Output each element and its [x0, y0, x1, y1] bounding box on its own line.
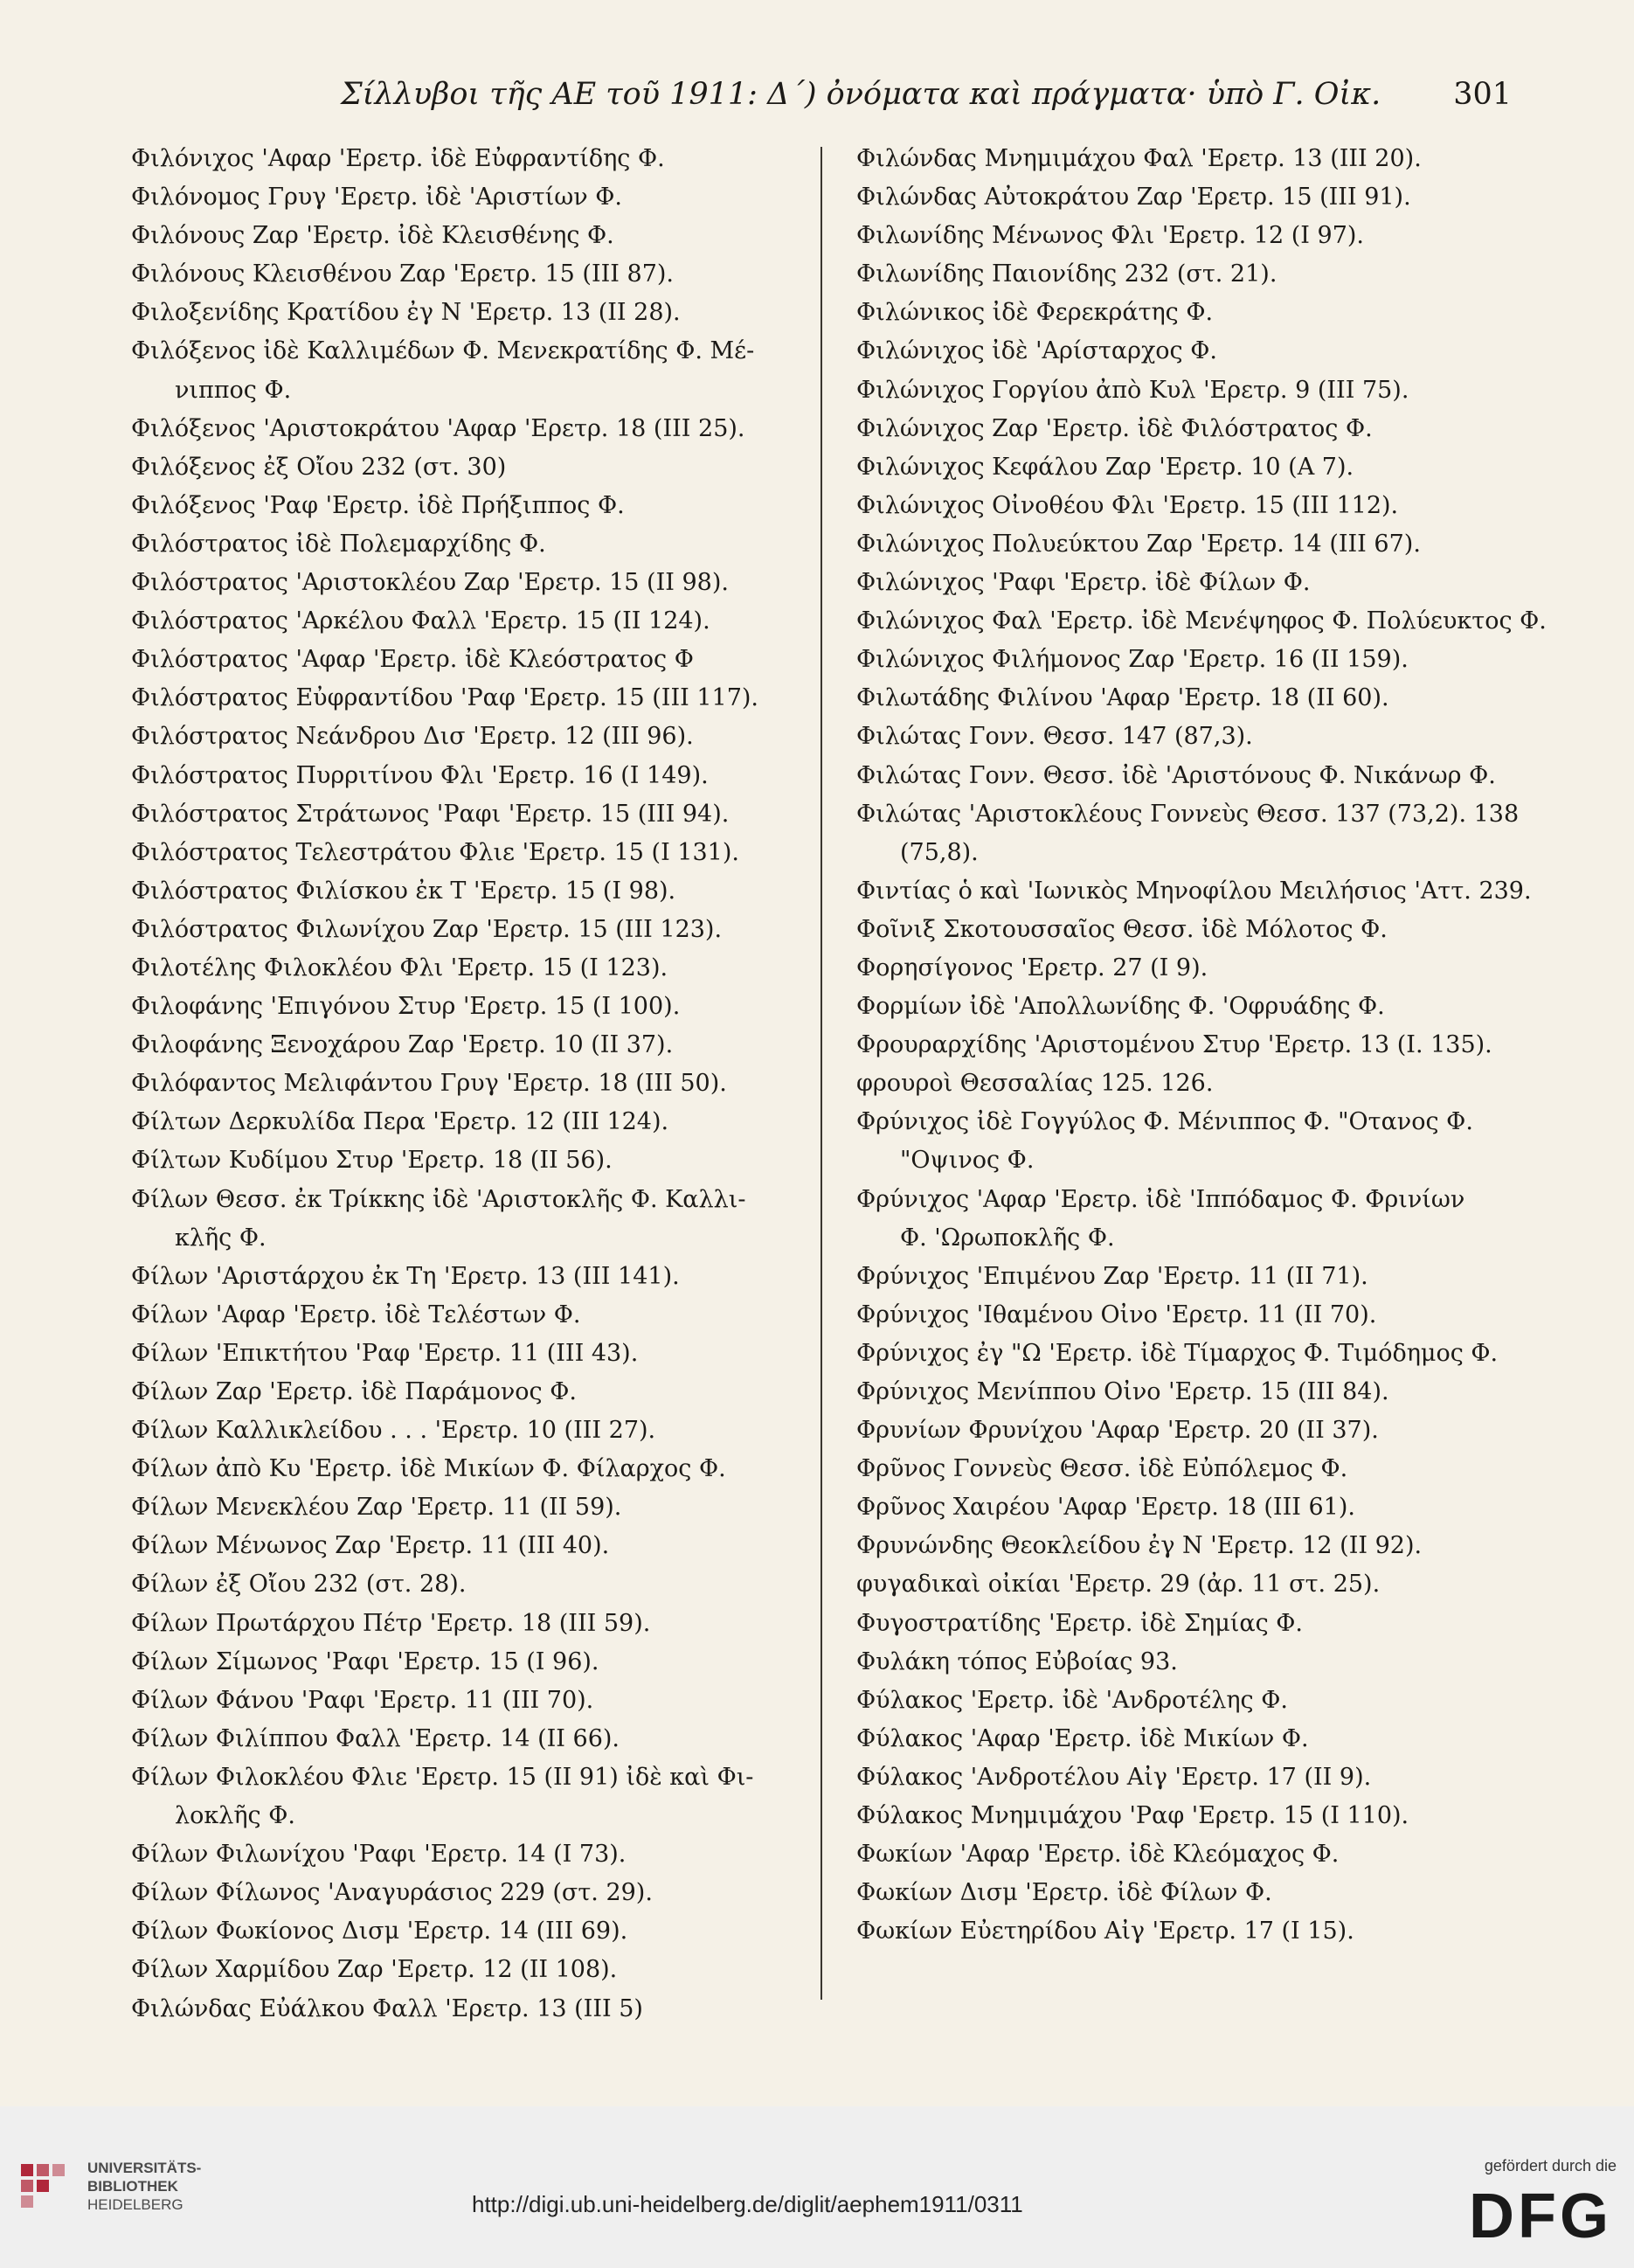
- index-entry: Φωκίων 'Αφαρ 'Ερετρ. ἰδὲ Κλεόμαχος Φ.: [856, 1841, 1340, 1869]
- index-entry: Φιλωνίδης Παιονίδης 232 (στ. 21).: [856, 260, 1277, 288]
- index-entry: Φιλόξενος 'Αριστοκράτου 'Αφαρ 'Ερετρ. 18 (III 25).: [131, 414, 745, 442]
- index-entry: Φύλακος 'Αφαρ 'Ερετρ. ἰδὲ Μικίων Φ.: [856, 1724, 1309, 1752]
- index-entry: Φιλώνιχος Φιλήμονος Ζαρ 'Ερετρ. 16 (II 159).: [856, 646, 1409, 674]
- index-entry: φρουροὶ Θεσσαλίας 125. 126.: [856, 1070, 1214, 1098]
- index-entry: Φίλων Πρωτάρχου Πέτρ 'Ερετρ. 18 (III 59).: [131, 1609, 651, 1637]
- index-entry: Φιλωνίδης Μένωνος Φλι 'Ερετρ. 12 (I 97).: [856, 222, 1365, 250]
- index-entry: Φρύνιχος Μενίππου Οἰνο 'Ερετρ. 15 (III 84).: [856, 1378, 1389, 1405]
- index-entry: Φιλόστρατος Νεάνδρου Δισ 'Ερετρ. 12 (III 96).: [131, 723, 694, 751]
- index-entry: Φίλτων Κυδίμου Στυρ 'Ερετρ. 18 (II 56).: [131, 1147, 613, 1175]
- index-entry: Φύλακος 'Ανδροτέλου Αἰγ 'Ερετρ. 17 (II 9).: [856, 1763, 1372, 1791]
- index-entry: Φρῦνος Χαιρέου 'Αφαρ 'Ερετρ. 18 (III 61).: [856, 1494, 1355, 1522]
- index-entry: Φιλόστρατος 'Αρκέλου Φαλλ 'Ερετρ. 15 (II 124).: [131, 607, 710, 635]
- index-entry: Φοῖνιξ Σκοτουσσαῖος Θεσσ. ἰδὲ Μόλοτος Φ.: [856, 915, 1388, 943]
- index-entry: Φίλων Φίλωνος 'Αναγυράσιος 229 (στ. 29).: [131, 1879, 653, 1907]
- index-entry: Φιλόνομος Γρυγ 'Ερετρ. ἰδὲ 'Αριστίων Φ.: [131, 184, 622, 212]
- library-name-line: BIBLIOTHEK: [87, 2178, 178, 2195]
- index-entry: Φίλων Φάνου 'Ραφι 'Ερετρ. 11 (III 70).: [131, 1686, 594, 1714]
- index-entry: Φίλων Σίμωνος 'Ραφι 'Ερετρ. 15 (I 96).: [131, 1647, 599, 1675]
- index-entry: Φωκίων Δισμ 'Ερετρ. ἰδὲ Φίλων Φ.: [856, 1879, 1272, 1907]
- index-entry: Φιλόνους Ζαρ 'Ερετρ. ἰδὲ Κλεισθένης Φ.: [131, 222, 614, 250]
- index-entry: Φρύνιχος 'Επιμένου Ζαρ 'Ερετρ. 11 (II 71).: [856, 1262, 1368, 1290]
- index-entry: Φιλώνιχος Γοργίου ἀπὸ Κυλ 'Ερετρ. 9 (III 75).: [856, 376, 1409, 404]
- library-name-line: UNIVERSITÄTS-: [87, 2160, 202, 2176]
- index-entry: Φιλόστρατος Φιλωνίχου Ζαρ 'Ερετρ. 15 (III 123).: [131, 915, 723, 943]
- index-entry-continuation: νιππος Φ.: [175, 376, 292, 404]
- index-entry: Φιλοφάνης Ξενοχάρου Ζαρ 'Ερετρ. 10 (II 37).: [131, 1031, 674, 1059]
- index-entry: Φρύνιχος ἰδὲ Γογγύλος Φ. Μένιππος Φ. "Οτανος Φ.: [856, 1108, 1473, 1136]
- index-entry: Φρύνιχος ἐγ "Ω 'Ερετρ. ἰδὲ Τίμαρχος Φ. Τιμόδημος Φ.: [856, 1339, 1499, 1367]
- index-entry: Φίλων Θεσσ. ἐκ Τρίκκης ἰδὲ 'Αριστοκλῆς Φ. Καλλι-: [131, 1185, 746, 1213]
- index-entry: Φίλων Φωκίονος Δισμ 'Ερετρ. 14 (III 69).: [131, 1918, 628, 1945]
- index-entry: Φωκίων Εὐετηρίδου Αἰγ 'Ερετρ. 17 (I 15).: [856, 1918, 1354, 1945]
- library-logo[interactable]: [17, 2159, 262, 2237]
- index-entry: Φίλων Φιλοκλέου Φλιε 'Ερετρ. 15 (II 91) ἰδὲ καὶ Φι-: [131, 1763, 754, 1791]
- left-column: [131, 140, 821, 2029]
- index-entry: Φρυνώνδης Θεοκλείδου ἐγ Ν 'Ερετρ. 12 (II 92).: [856, 1532, 1423, 1560]
- index-entry: Φίλων Χαρμίδου Ζαρ 'Ερετρ. 12 (II 108).: [131, 1956, 618, 1984]
- index-entry: Φιλώνικος ἰδὲ Φερεκράτης Φ.: [856, 299, 1214, 327]
- index-entry: Φιλόστρατος 'Αφαρ 'Ερετρ. ἰδὲ Κλεόστρατος Φ: [131, 646, 694, 674]
- dfg-logo-text: DFG: [1469, 2183, 1612, 2244]
- page-number: 301: [1453, 77, 1512, 112]
- index-entry: Φίλων Μένωνος Ζαρ 'Ερετρ. 11 (III 40).: [131, 1532, 610, 1560]
- footer-bar: [0, 2106, 1634, 2268]
- index-entry: Φίλων 'Αφαρ 'Ερετρ. ἰδὲ Τελέστων Φ.: [131, 1300, 581, 1328]
- index-entry: Φυγοστρατίδης 'Ερετρ. ἰδὲ Σημίας Φ.: [856, 1609, 1304, 1637]
- index-entry: Φίλων Καλλικλείδου . . . 'Ερετρ. 10 (III 27).: [131, 1417, 656, 1445]
- index-entry: Φιλόφαντος Μελιφάντου Γρυγ 'Ερετρ. 18 (III 50).: [131, 1070, 727, 1098]
- index-entry: Φιλώτας Γονν. Θεσσ. ἰδὲ 'Αριστόνους Φ. Νικάνωρ Φ.: [856, 761, 1496, 789]
- index-entry: Φιλώνιχος Πολυεύκτου Ζαρ 'Ερετρ. 14 (III 67).: [856, 530, 1421, 558]
- library-seal-icon: [17, 2159, 77, 2218]
- page-header: [131, 77, 1512, 121]
- index-entry: Φίλων Φιλωνίχου 'Ραφι 'Ερετρ. 14 (I 73).: [131, 1841, 627, 1869]
- index-entry: Φιλώνιχος Ζαρ 'Ερετρ. ἰδὲ Φιλόστρατος Φ.: [856, 414, 1373, 442]
- dfg-logo[interactable]: [1433, 2183, 1617, 2244]
- index-entry: Φιντίας ὁ καὶ 'Ιωνικὸς Μηνοφίλου Μειλήσιος 'Αττ. 239.: [856, 877, 1532, 905]
- index-entry: Φιλόστρατος ἰδὲ Πολεμαρχίδης Φ.: [131, 530, 546, 558]
- index-entry: Φίλων ἀπὸ Κυ 'Ερετρ. ἰδὲ Μικίων Φ. Φίλαρχος Φ.: [131, 1455, 726, 1483]
- index-entry: Φιλόστρατος Εὐφραντίδου 'Ραφ 'Ερετρ. 15 (III 117).: [131, 684, 759, 712]
- index-entry: Φρυνίων Φρυνίχου 'Αφαρ 'Ερετρ. 20 (II 37).: [856, 1417, 1379, 1445]
- index-entry: Φιλοτέλης Φιλοκλέου Φλι 'Ερετρ. 15 (I 123).: [131, 954, 668, 981]
- index-entry-continuation: Φ. 'Ωρωποκλῆς Φ.: [900, 1224, 1115, 1252]
- index-entry: Φιλώνιχος Φαλ 'Ερετρ. ἰδὲ Μενέψηφος Φ. Πολύευκτος Φ.: [856, 607, 1547, 635]
- index-entry: Φιλοφάνης 'Επιγόνου Στυρ 'Ερετρ. 15 (I 100).: [131, 993, 681, 1021]
- index-entry: Φρῦνος Γοννεὺς Θεσσ. ἰδὲ Εὐπόλεμος Φ.: [856, 1455, 1348, 1483]
- index-entry: Φιλώνδας Εὐάλκου Φαλλ 'Ερετρ. 13 (III 5): [131, 1994, 643, 2022]
- index-entry-continuation: λοκλῆς Φ.: [175, 1802, 295, 1830]
- index-entry: Φρουραρχίδης 'Αριστομένου Στυρ 'Ερετρ. 13 (I. 135).: [856, 1031, 1492, 1059]
- index-entry: Φιλόξενος 'Ραφ 'Ερετρ. ἰδὲ Πρήξιππος Φ.: [131, 491, 625, 519]
- index-entry: Φιλωτάδης Φιλίνου 'Αφαρ 'Ερετρ. 18 (II 60).: [856, 684, 1389, 712]
- index-entry: Φιλόξενος ἰδὲ Καλλιμέδων Φ. Μενεκρατίδης Φ. Μέ-: [131, 337, 755, 365]
- index-entry: Φιλόξενος ἐξ Οἴου 232 (στ. 30): [131, 453, 507, 481]
- index-entry: Φιλόστρατος Στράτωνος 'Ραφι 'Ερετρ. 15 (III 94).: [131, 800, 730, 828]
- index-entry: Φίλτων Δερκυλίδα Περα 'Ερετρ. 12 (III 124).: [131, 1108, 669, 1136]
- index-entry: Φιλώνδας Αὐτοκράτου Ζαρ 'Ερετρ. 15 (III 91).: [856, 184, 1411, 212]
- index-entry: Φιλώτας 'Αριστοκλέους Γοννεὺς Θεσσ. 137 (73,2). 138: [856, 800, 1520, 828]
- index-entry: Φιλώνιχος Οἰνοθέου Φλι 'Ερετρ. 15 (III 112).: [856, 491, 1399, 519]
- index-entry: Φίλων Ζαρ 'Ερετρ. ἰδὲ Παράμονος Φ.: [131, 1378, 577, 1405]
- index-entry: Φύλακος 'Ερετρ. ἰδὲ 'Ανδροτέλης Φ.: [856, 1686, 1288, 1714]
- library-name-line: HEIDELBERG: [87, 2196, 183, 2213]
- index-entry-continuation: κλῆς Φ.: [175, 1224, 267, 1252]
- index-entry: Φύλακος Μνημιμάχου 'Ραφ 'Ερετρ. 15 (I 110).: [856, 1802, 1409, 1830]
- index-entry: Φρύνιχος 'Ιθαμένου Οἰνο 'Ερετρ. 11 (II 70).: [856, 1300, 1377, 1328]
- index-entry: Φιλοξενίδης Κρατίδου ἐγ Ν 'Ερετρ. 13 (II 28).: [131, 299, 681, 327]
- index-entry: Φιλόστρατος Πυρριτίνου Φλι 'Ερετρ. 16 (I 149).: [131, 761, 709, 789]
- index-entry-continuation: (75,8).: [900, 838, 979, 866]
- index-entry: Φιλώτας Γονν. Θεσσ. 147 (87,3).: [856, 723, 1253, 751]
- index-entry: Φιλώνιχος Κεφάλου Ζαρ 'Ερετρ. 10 (A 7).: [856, 453, 1354, 481]
- index-entry: Φορμίων ἰδὲ 'Απολλωνίδης Φ. 'Οφρυάδης Φ.: [856, 993, 1385, 1021]
- index-entry: Φίλων 'Επικτήτου 'Ραφ 'Ερετρ. 11 (III 43).: [131, 1339, 639, 1367]
- index-entry: Φρύνιχος 'Αφαρ 'Ερετρ. ἰδὲ 'Ιππόδαμος Φ. Φρινίων: [856, 1185, 1465, 1213]
- index-entry: Φιλόστρατος Φιλίσκου ἐκ Τ 'Ερετρ. 15 (I 98).: [131, 877, 676, 905]
- index-entry: φυγαδικαὶ οἰκίαι 'Ερετρ. 29 (ἀρ. 11 στ. 25).: [856, 1571, 1381, 1599]
- index-entry: Φιλώνιχος ἰδὲ 'Αρίσταρχος Φ.: [856, 337, 1217, 365]
- index-entry: Φίλων Φιλίππου Φαλλ 'Ερετρ. 14 (II 66).: [131, 1724, 620, 1752]
- index-entry: Φίλων Μενεκλέου Ζαρ 'Ερετρ. 11 (II 59).: [131, 1494, 622, 1522]
- index-entry: Φιλώνδας Μνημιμάχου Φαλ 'Ερετρ. 13 (III 20).: [856, 145, 1422, 172]
- index-entry: Φιλόνους Κλεισθένου Ζαρ 'Ερετρ. 15 (III 87).: [131, 260, 675, 288]
- index-entry: Φίλων 'Αριστάρχου ἐκ Τη 'Ερετρ. 13 (III 141).: [131, 1262, 680, 1290]
- index-entry: Φίλων ἐξ Οἴου 232 (στ. 28).: [131, 1571, 467, 1599]
- right-column: [856, 140, 1547, 1951]
- index-entry: Φορησίγονος 'Ερετρ. 27 (I 9).: [856, 954, 1208, 981]
- index-entry: Φιλόστρατος 'Αριστοκλέου Ζαρ 'Ερετρ. 15 (II 98).: [131, 569, 729, 597]
- column-divider: [820, 147, 822, 2000]
- index-entry: Φυλάκη τόπος Εὐβοίας 93.: [856, 1647, 1178, 1675]
- funding-text: gefördert durch die: [1484, 2157, 1617, 2174]
- index-entry: Φιλώνιχος 'Ραφι 'Ερετρ. ἰδὲ Φίλων Φ.: [856, 569, 1311, 597]
- running-title: Σίλλυβοι τῆς ΑΕ τοῦ 1911: Δ΄) ὀνόματα καὶ πράγματα· ὑπὸ Γ. Οἰκ.: [341, 77, 1381, 112]
- library-name: [87, 2159, 201, 2214]
- index-entry: Φιλόστρατος Τελεστράτου Φλιε 'Ερετρ. 15 (I 131).: [131, 838, 739, 866]
- index-entry-continuation: "Οψινος Φ.: [900, 1147, 1035, 1175]
- permalink-url[interactable]: http://digi.ub.uni-heidelberg.de/diglit/aephem1911/0311: [472, 2191, 1023, 2217]
- index-entry: Φιλόνιχος 'Αφαρ 'Ερετρ. ἰδὲ Εὐφραντίδης Φ.: [131, 145, 665, 172]
